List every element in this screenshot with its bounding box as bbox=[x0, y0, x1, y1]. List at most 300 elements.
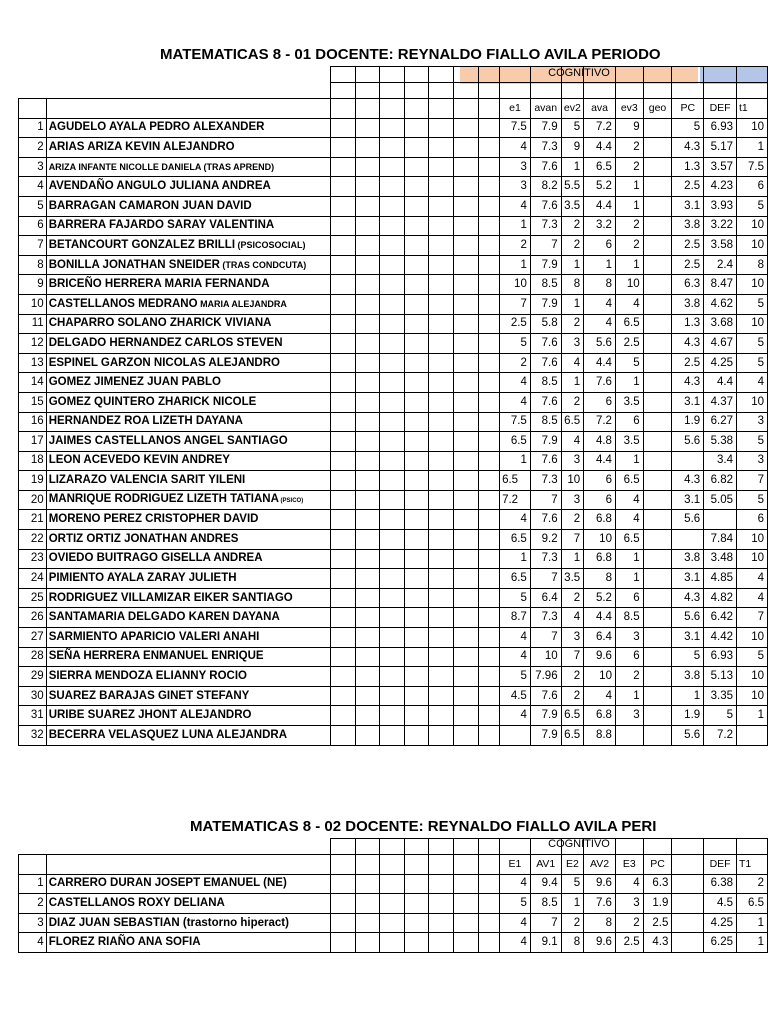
grid-cell bbox=[478, 510, 500, 530]
grade-cell: 3 bbox=[615, 628, 643, 648]
grid-cell bbox=[404, 628, 429, 648]
grade-cell: 7 bbox=[561, 647, 584, 667]
grade-cell: 2.5 bbox=[672, 236, 704, 256]
grid-cell bbox=[453, 353, 478, 373]
student-number: 4 bbox=[19, 933, 47, 953]
grid-cell bbox=[355, 138, 380, 158]
student-name bbox=[46, 353, 330, 373]
grid-cell bbox=[429, 667, 454, 687]
grid-cell bbox=[478, 157, 500, 177]
column-header: ev3 bbox=[615, 99, 643, 119]
student-name bbox=[46, 216, 330, 236]
grade-cell: 8.2 bbox=[530, 177, 561, 197]
grade-cell bbox=[643, 138, 672, 158]
grid-cell bbox=[429, 177, 454, 197]
grid-cell bbox=[453, 138, 478, 158]
grid-cell bbox=[355, 894, 380, 914]
grid-cell bbox=[429, 196, 454, 216]
grid-cell bbox=[429, 855, 454, 875]
grid-cell bbox=[330, 353, 355, 373]
grid-cell bbox=[404, 275, 429, 295]
grid-cell bbox=[380, 294, 405, 314]
grid-cell bbox=[478, 236, 500, 256]
grid-cell bbox=[380, 894, 405, 914]
grid-cell bbox=[500, 839, 531, 855]
grid-cell bbox=[478, 275, 500, 295]
grid-cell bbox=[355, 451, 380, 471]
grade-cell: 3.5 bbox=[615, 392, 643, 412]
grade-cell bbox=[643, 157, 672, 177]
grid-cell bbox=[330, 138, 355, 158]
number-header-cell bbox=[19, 855, 47, 875]
grid-cell bbox=[478, 588, 500, 608]
grade-cell: 6.8 bbox=[584, 706, 616, 726]
header-spacer-row bbox=[19, 67, 768, 83]
grade-cell bbox=[672, 933, 704, 953]
grade-cell: 5 bbox=[737, 647, 768, 667]
grid-cell bbox=[453, 83, 478, 99]
grid-cell bbox=[355, 236, 380, 256]
table-row bbox=[19, 118, 768, 138]
grid-cell bbox=[355, 99, 380, 119]
grid-cell bbox=[429, 549, 454, 569]
grade-cell: 1 bbox=[615, 451, 643, 471]
grid-cell bbox=[380, 874, 405, 894]
grid-cell bbox=[643, 67, 672, 83]
grade-cell: 1 bbox=[561, 294, 584, 314]
student-note: (TRAS CONDCUTA) bbox=[219, 259, 307, 270]
grid-cell bbox=[404, 894, 429, 914]
grade-cell: 4.85 bbox=[704, 569, 737, 589]
grid-cell bbox=[404, 67, 429, 83]
grid-cell bbox=[453, 569, 478, 589]
grid-cell bbox=[355, 275, 380, 295]
grid-cell bbox=[355, 157, 380, 177]
table-row bbox=[19, 706, 768, 726]
table-row bbox=[19, 874, 768, 894]
grade-cell: 7.6 bbox=[584, 373, 616, 393]
grade-cell: 4.25 bbox=[704, 913, 737, 933]
grid-cell bbox=[429, 412, 454, 432]
grid-cell bbox=[704, 67, 737, 83]
grid-cell bbox=[380, 373, 405, 393]
grid-cell bbox=[380, 933, 405, 953]
column-header: E3 bbox=[615, 855, 643, 875]
grid-cell bbox=[404, 353, 429, 373]
grade-cell bbox=[643, 412, 672, 432]
grid-cell bbox=[380, 451, 405, 471]
grade-cell: 2 bbox=[561, 588, 584, 608]
grid-cell bbox=[380, 628, 405, 648]
student-name bbox=[46, 138, 330, 158]
grid-cell bbox=[380, 255, 405, 275]
student-name-text: LIZARAZO VALENCIA SARIT YILENI bbox=[48, 474, 246, 487]
student-name-text: ARIAS ARIZA KEVIN ALEJANDRO bbox=[48, 140, 235, 153]
grid-cell bbox=[330, 255, 355, 275]
grade-cell: 4.5 bbox=[704, 894, 737, 914]
grid-cell bbox=[453, 588, 478, 608]
grade-cell: 2.5 bbox=[615, 933, 643, 953]
student-note: MARIA ALEJANDRA bbox=[197, 298, 287, 309]
grade-cell: 1 bbox=[615, 373, 643, 393]
grid-cell bbox=[330, 392, 355, 412]
student-name bbox=[46, 549, 330, 569]
grid-cell bbox=[478, 118, 500, 138]
grade-cell: 10 bbox=[737, 628, 768, 648]
grade-cell: 6 bbox=[615, 588, 643, 608]
grid-cell bbox=[530, 67, 561, 83]
grade-cell bbox=[643, 686, 672, 706]
grid-cell bbox=[380, 216, 405, 236]
grid-cell bbox=[615, 67, 643, 83]
student-name-text: GOMEZ JIMENEZ JUAN PABLO bbox=[48, 376, 221, 389]
grade-cell: 5 bbox=[704, 706, 737, 726]
grade-cell: 8 bbox=[561, 933, 584, 953]
grid-cell bbox=[380, 177, 405, 197]
student-name-text: BARRAGAN CAMARON JUAN DAVID bbox=[48, 199, 252, 212]
grid-cell bbox=[453, 913, 478, 933]
grade-cell: 4 bbox=[500, 392, 531, 412]
grade-cell: 4.3 bbox=[672, 334, 704, 354]
student-name-text: GOMEZ QUINTERO ZHARICK NICOLE bbox=[48, 395, 257, 408]
grid-cell bbox=[330, 894, 355, 914]
student-name-text: HERNANDEZ ROA LIZETH DAYANA bbox=[48, 415, 243, 428]
grid-cell bbox=[478, 392, 500, 412]
grid-cell bbox=[380, 412, 405, 432]
grade-cell: 7 bbox=[530, 569, 561, 589]
student-number: 7 bbox=[19, 236, 47, 256]
grid-cell bbox=[404, 874, 429, 894]
grade-cell bbox=[643, 177, 672, 197]
grade-cell: 4.4 bbox=[584, 451, 616, 471]
grid-cell bbox=[429, 686, 454, 706]
grade-cell: 5 bbox=[672, 118, 704, 138]
grade-cell: 7.9 bbox=[530, 118, 561, 138]
student-name-text: ESPINEL GARZON NICOLAS ALEJANDRO bbox=[48, 356, 280, 369]
grid-cell bbox=[404, 196, 429, 216]
grid-cell bbox=[380, 549, 405, 569]
grade-cell: 3.1 bbox=[672, 490, 704, 510]
table-row bbox=[19, 334, 768, 354]
grid-cell bbox=[404, 549, 429, 569]
grade-cell: 10 bbox=[500, 275, 531, 295]
grid-cell bbox=[429, 588, 454, 608]
column-header: geo bbox=[643, 99, 672, 119]
grade-cell: 6 bbox=[584, 490, 616, 510]
grid-cell bbox=[478, 67, 500, 83]
grade-cell: 3.5 bbox=[561, 569, 584, 589]
grade-cell: 4.82 bbox=[704, 588, 737, 608]
grid-cell bbox=[737, 83, 768, 99]
grade-cell bbox=[643, 216, 672, 236]
student-name bbox=[46, 432, 330, 452]
grid-cell bbox=[453, 294, 478, 314]
grid-cell bbox=[478, 334, 500, 354]
grade-cell: 10 bbox=[737, 118, 768, 138]
table-row bbox=[19, 157, 768, 177]
grade-cell: 10 bbox=[737, 314, 768, 334]
grid-cell bbox=[584, 67, 616, 83]
grid-cell bbox=[478, 490, 500, 510]
grid-cell bbox=[404, 412, 429, 432]
grid-cell bbox=[330, 588, 355, 608]
grid-cell bbox=[355, 373, 380, 393]
grid-cell bbox=[704, 839, 737, 855]
grid-cell bbox=[478, 177, 500, 197]
grade-cell: 3 bbox=[615, 894, 643, 914]
student-name bbox=[46, 314, 330, 334]
grade-cell: 4 bbox=[500, 647, 531, 667]
grade-cell: 5.13 bbox=[704, 667, 737, 687]
grade-cell: 5 bbox=[500, 667, 531, 687]
student-number: 25 bbox=[19, 588, 47, 608]
grid-cell bbox=[380, 138, 405, 158]
grade-cell: 4 bbox=[500, 138, 531, 158]
section1-title: MATEMATICAS 8 - 01 DOCENTE: REYNALDO FIALLO AVILA PERIODO bbox=[160, 46, 661, 63]
student-name-text: BRICEÑO HERRERA MARIA FERNANDA bbox=[48, 278, 270, 291]
grade-cell: 4 bbox=[584, 294, 616, 314]
grid-cell bbox=[453, 471, 478, 491]
grid-cell bbox=[453, 530, 478, 550]
grid-cell bbox=[355, 196, 380, 216]
grade-cell bbox=[643, 196, 672, 216]
grade-cell: 7.9 bbox=[530, 706, 561, 726]
grade-cell: 7.6 bbox=[530, 392, 561, 412]
grade-cell bbox=[643, 667, 672, 687]
grade-cell: 9.4 bbox=[530, 874, 561, 894]
grade-cell: 8.47 bbox=[704, 275, 737, 295]
grid-cell bbox=[615, 839, 643, 855]
grid-cell bbox=[404, 588, 429, 608]
grid-cell bbox=[429, 275, 454, 295]
student-name bbox=[46, 334, 330, 354]
name-header-cell bbox=[46, 99, 330, 119]
grid-cell bbox=[478, 83, 500, 99]
grade-cell: 7 bbox=[530, 490, 561, 510]
grid-cell bbox=[478, 471, 500, 491]
student-name-text: SARMIENTO APARICIO VALERI ANAHI bbox=[48, 630, 260, 643]
student-number: 18 bbox=[19, 451, 47, 471]
grade-cell: 4 bbox=[561, 432, 584, 452]
student-name bbox=[46, 412, 330, 432]
grid-cell bbox=[380, 67, 405, 83]
grade-cell: 1 bbox=[561, 255, 584, 275]
grade-cell: 4.3 bbox=[672, 373, 704, 393]
grid-cell bbox=[478, 373, 500, 393]
grid-cell bbox=[429, 353, 454, 373]
grade-cell: 10 bbox=[584, 667, 616, 687]
grid-cell bbox=[355, 874, 380, 894]
student-number: 27 bbox=[19, 628, 47, 648]
column-header: AV1 bbox=[530, 855, 561, 875]
student-name-text: URIBE SUAREZ JHONT ALEJANDRO bbox=[48, 709, 252, 722]
grid-cell bbox=[429, 569, 454, 589]
grid-cell bbox=[453, 686, 478, 706]
column-header: DEF bbox=[704, 99, 737, 119]
student-name-text: DELGADO HERNANDEZ CARLOS STEVEN bbox=[48, 336, 283, 349]
grid-cell bbox=[330, 412, 355, 432]
grid-cell bbox=[355, 608, 380, 628]
student-number: 8 bbox=[19, 255, 47, 275]
grid-cell bbox=[429, 138, 454, 158]
grid-cell bbox=[530, 839, 561, 855]
grade-cell: 2 bbox=[561, 667, 584, 687]
grade-cell bbox=[643, 647, 672, 667]
grid-cell bbox=[380, 275, 405, 295]
grid-cell bbox=[380, 530, 405, 550]
student-number: 16 bbox=[19, 412, 47, 432]
grade-cell: 5 bbox=[737, 490, 768, 510]
student-name-text: ORTIZ ORTIZ JONATHAN ANDRES bbox=[48, 532, 239, 545]
student-name bbox=[46, 530, 330, 550]
section2-grades-table bbox=[18, 838, 768, 953]
grid-cell bbox=[478, 99, 500, 119]
grade-cell: 4.8 bbox=[584, 432, 616, 452]
grid-cell bbox=[478, 839, 500, 855]
grade-cell bbox=[500, 726, 531, 746]
grid-cell bbox=[380, 157, 405, 177]
grid-cell bbox=[478, 706, 500, 726]
grade-cell: 4.62 bbox=[704, 294, 737, 314]
grade-cell: 5 bbox=[737, 334, 768, 354]
grade-cell: 2.5 bbox=[500, 314, 531, 334]
grade-cell: 6.5 bbox=[500, 432, 531, 452]
grid-cell bbox=[478, 530, 500, 550]
grade-cell: 4 bbox=[737, 588, 768, 608]
grid-cell bbox=[478, 138, 500, 158]
grade-cell: 3.68 bbox=[704, 314, 737, 334]
grade-cell: 4 bbox=[584, 686, 616, 706]
column-header-row bbox=[19, 855, 768, 875]
grid-cell bbox=[737, 67, 768, 83]
grid-cell bbox=[330, 706, 355, 726]
grade-cell: 5.6 bbox=[672, 432, 704, 452]
grid-cell bbox=[429, 510, 454, 530]
grid-cell bbox=[355, 628, 380, 648]
grade-cell: 2 bbox=[500, 236, 531, 256]
grade-cell: 4 bbox=[737, 569, 768, 589]
table-row bbox=[19, 686, 768, 706]
grid-cell bbox=[404, 236, 429, 256]
grid-cell bbox=[453, 255, 478, 275]
table-row bbox=[19, 451, 768, 471]
grade-cell: 2 bbox=[615, 236, 643, 256]
grid-cell bbox=[330, 334, 355, 354]
grid-cell bbox=[330, 83, 355, 99]
grade-cell: 4.4 bbox=[584, 608, 616, 628]
grid-cell bbox=[380, 726, 405, 746]
student-name-text: MORENO PEREZ CRISTOPHER DAVID bbox=[48, 513, 259, 526]
student-name-text: DIAZ JUAN SEBASTIAN (trastorno hiperact) bbox=[48, 916, 289, 929]
grid-cell bbox=[355, 255, 380, 275]
grade-cell: 4 bbox=[500, 933, 531, 953]
student-number: 20 bbox=[19, 490, 47, 510]
grade-cell: 7.6 bbox=[530, 157, 561, 177]
grade-cell: 2 bbox=[500, 353, 531, 373]
grade-cell: 7.2 bbox=[704, 726, 737, 746]
grid-cell bbox=[478, 569, 500, 589]
grade-cell: 5 bbox=[615, 353, 643, 373]
blank-cell bbox=[19, 67, 47, 83]
grid-cell bbox=[404, 855, 429, 875]
student-number: 22 bbox=[19, 530, 47, 550]
grade-cell: 1 bbox=[561, 157, 584, 177]
grid-cell bbox=[330, 686, 355, 706]
grade-cell: 1 bbox=[615, 549, 643, 569]
table-row bbox=[19, 392, 768, 412]
grid-cell bbox=[453, 392, 478, 412]
student-name-text: BETANCOURT GONZALEZ BRILLI bbox=[48, 238, 236, 251]
grade-cell: 7.6 bbox=[530, 451, 561, 471]
grade-cell: 6 bbox=[615, 412, 643, 432]
grid-cell bbox=[330, 530, 355, 550]
grade-cell: 6.3 bbox=[643, 874, 672, 894]
table-row bbox=[19, 647, 768, 667]
grade-cell: 2 bbox=[561, 236, 584, 256]
grid-cell bbox=[453, 373, 478, 393]
grade-cell: 6.5 bbox=[500, 530, 531, 550]
student-number: 3 bbox=[19, 157, 47, 177]
grade-cell: 6.5 bbox=[615, 530, 643, 550]
blank-cell bbox=[46, 839, 330, 855]
grid-cell bbox=[380, 569, 405, 589]
grade-cell: 6.5 bbox=[561, 726, 584, 746]
grid-cell bbox=[330, 647, 355, 667]
grid-cell bbox=[380, 392, 405, 412]
student-number: 6 bbox=[19, 216, 47, 236]
grid-cell bbox=[330, 726, 355, 746]
student-number: 32 bbox=[19, 726, 47, 746]
grid-cell bbox=[478, 667, 500, 687]
grid-cell bbox=[404, 913, 429, 933]
student-number: 28 bbox=[19, 647, 47, 667]
grade-cell: 4 bbox=[615, 490, 643, 510]
grid-cell bbox=[355, 588, 380, 608]
student-name-text: RODRIGUEZ VILLAMIZAR EIKER SANTIAGO bbox=[48, 591, 293, 604]
grade-cell: 4 bbox=[615, 874, 643, 894]
grid-cell bbox=[453, 275, 478, 295]
grid-cell bbox=[330, 913, 355, 933]
grid-cell bbox=[704, 83, 737, 99]
grade-cell: 3.57 bbox=[704, 157, 737, 177]
grid-cell bbox=[453, 894, 478, 914]
table-row bbox=[19, 353, 768, 373]
grid-cell bbox=[380, 236, 405, 256]
grade-cell bbox=[643, 353, 672, 373]
grade-cell: 7.5 bbox=[737, 157, 768, 177]
grid-cell bbox=[330, 667, 355, 687]
table-row bbox=[19, 294, 768, 314]
grid-cell bbox=[478, 726, 500, 746]
grid-cell bbox=[429, 83, 454, 99]
grade-cell: 7 bbox=[530, 628, 561, 648]
grade-cell: 7.6 bbox=[530, 196, 561, 216]
grade-cell: 2 bbox=[561, 913, 584, 933]
grade-cell: 8.5 bbox=[530, 412, 561, 432]
grade-cell: 6.4 bbox=[584, 628, 616, 648]
table-row bbox=[19, 933, 768, 953]
grade-cell: 10 bbox=[584, 530, 616, 550]
grade-cell bbox=[643, 588, 672, 608]
grade-cell: 7.6 bbox=[530, 334, 561, 354]
grade-cell: 9 bbox=[561, 138, 584, 158]
student-name-text: AVENDAÑO ANGULO JULIANA ANDREA bbox=[48, 180, 271, 193]
student-name-text: CARRERO DURAN JOSEPT EMANUEL (NE) bbox=[48, 877, 287, 890]
header-spacer-row bbox=[19, 83, 768, 99]
grade-cell: 7 bbox=[530, 236, 561, 256]
grade-cell bbox=[672, 451, 704, 471]
grid-cell bbox=[429, 839, 454, 855]
